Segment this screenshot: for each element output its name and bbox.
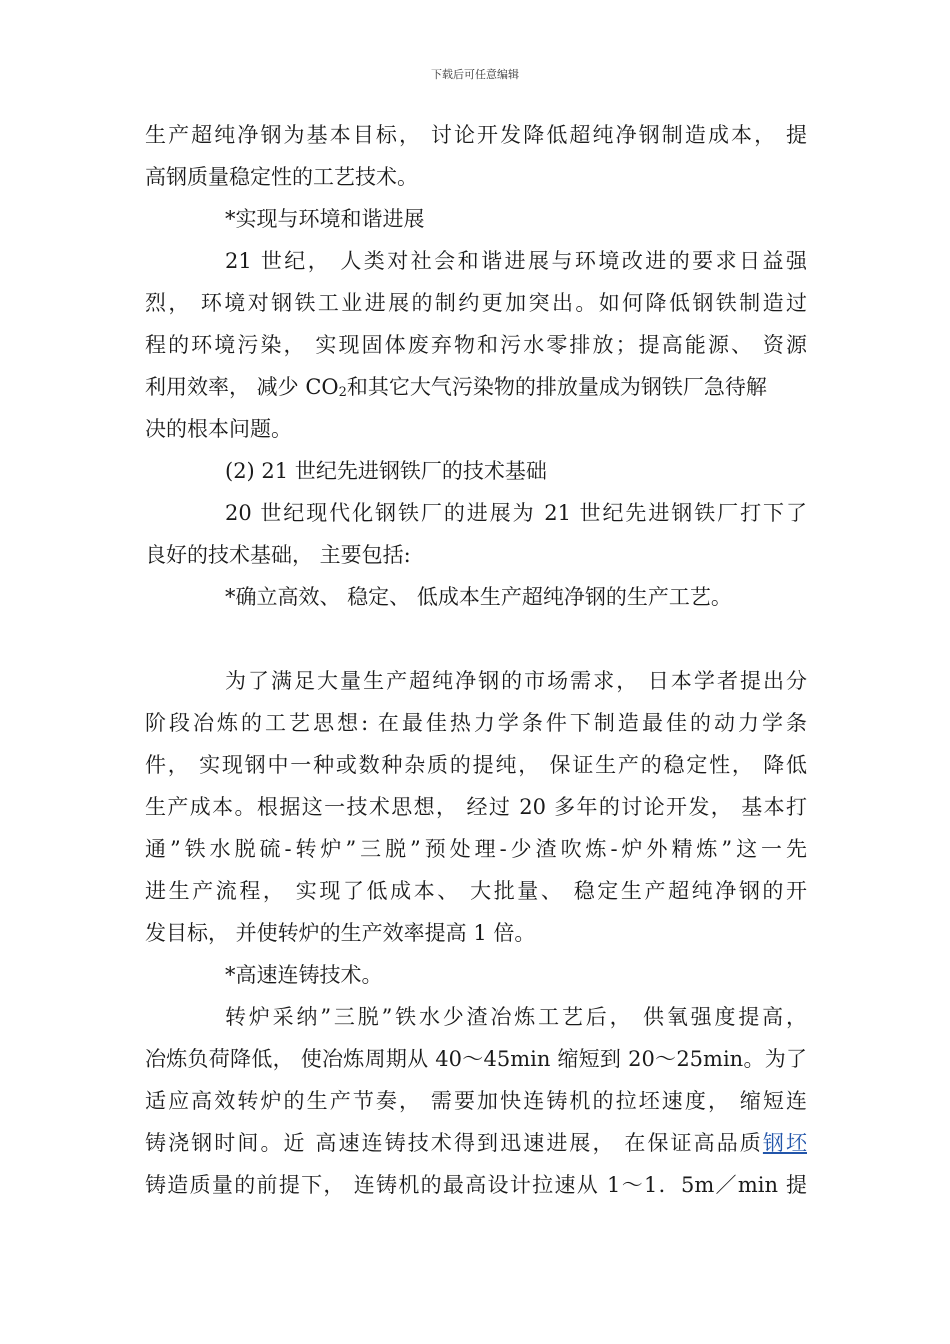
text-line: 良好的技术基础， 主要包括:: [145, 543, 411, 567]
text-line: 生产超纯净钢为基本目标， 讨论开发降低超纯净钢制造成本， 提: [145, 123, 807, 147]
text-line: 高钢质量稳定性的工艺技术。: [145, 165, 418, 189]
text-line: 程的环境污染， 实现固体废弃物和污水零排放；提高能源、 资源: [145, 333, 807, 357]
section-heading: (2) 21 世纪先进钢铁厂的技术基础: [225, 459, 547, 483]
text-line: 进生产流程， 实现了低成本、 大批量、 稳定生产超纯净钢的开: [145, 879, 807, 903]
paragraph-first-line: 21 世纪， 人类对社会和谐进展与环境改进的要求日益强: [225, 249, 807, 273]
page-header-note: 下载后可任意编辑: [431, 68, 519, 81]
paragraph-first-line: 为了满足大量生产超纯净钢的市场需求， 日本学者提出分: [225, 669, 807, 693]
text-line: 适应高效转炉的生产节奏， 需要加快连铸机的拉坯速度， 缩短连: [145, 1089, 807, 1113]
text-line: 冶炼负荷降低， 使冶炼周期从 40～45min 缩短到 20～25min。为了: [145, 1047, 807, 1071]
steel-billet-link[interactable]: 钢坯: [762, 1131, 807, 1155]
paragraph-first-line: 转炉采纳”三脱”铁水少渣冶炼工艺后， 供氧强度提高，: [225, 1005, 807, 1029]
text-line: 件， 实现钢中一种或数种杂质的提纯， 保证生产的稳定性， 降低: [145, 753, 807, 777]
text-fragment: 利用效率， 减少 CO: [145, 375, 339, 399]
text-line: 烈， 环境对钢铁工业进展的制约更加突出。如何降低钢铁制造过: [145, 291, 807, 315]
bullet-heading: *确立高效、 稳定、 低成本生产超纯净钢的生产工艺。: [225, 585, 732, 609]
paragraph-first-line: 20 世纪现代化钢铁厂的进展为 21 世纪先进钢铁厂打下了: [225, 501, 807, 525]
text-line-with-link: [145, 1122, 807, 1164]
subscript-2: 2: [338, 385, 347, 400]
text-line: 通”铁水脱硫-转炉”三脱”预处理-少渣吹炼-炉外精炼”这一先: [145, 837, 807, 861]
bullet-heading: *高速连铸技术。: [225, 963, 383, 987]
text-line: 决的根本问题。: [145, 417, 292, 441]
text-line: 铸造质量的前提下， 连铸机的最高设计拉速从 1～1．5m／min 提: [145, 1173, 807, 1197]
text-line: 发目标， 并使转炉的生产效率提高 1 倍。: [145, 921, 536, 945]
text-line-co2: [145, 366, 807, 408]
document-body: [145, 114, 807, 1206]
blank-line: [145, 618, 807, 660]
text-fragment: 和其它大气污染物的排放量成为钢铁厂急待解: [346, 375, 767, 399]
text-line: 阶段冶炼的工艺思想: 在最佳热力学条件下制造最佳的动力学条: [145, 711, 807, 735]
text-line: 生产成本。根据这一技术思想， 经过 20 多年的讨论开发， 基本打: [145, 795, 807, 819]
text-fragment: 铸浇钢时间。近 高速连铸技术得到迅速进展， 在保证高品质: [145, 1131, 763, 1155]
bullet-heading: *实现与环境和谐进展: [225, 207, 425, 231]
